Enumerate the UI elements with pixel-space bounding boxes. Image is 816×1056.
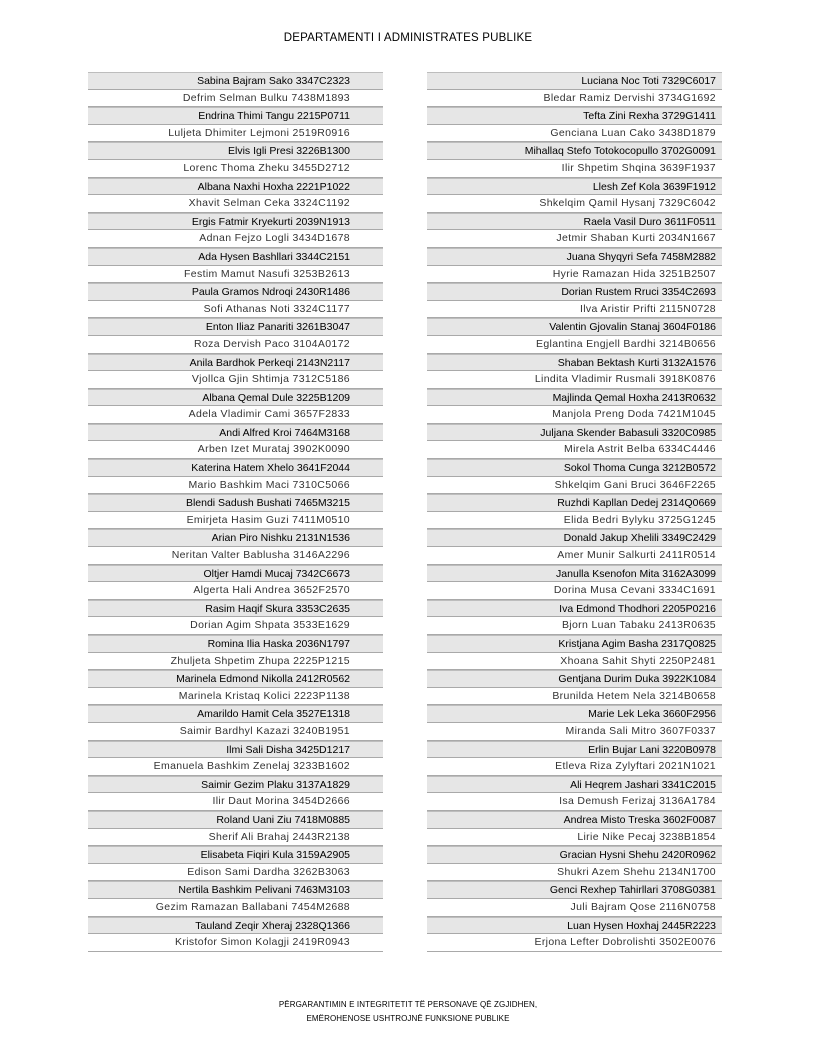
list-item: Genci Rexhep Tahirllari 3708G0381 <box>427 881 722 899</box>
right-name-list <box>427 72 722 952</box>
list-item: Donald Jakup Xhelili 3349C2429 <box>427 529 722 547</box>
list-item: Amer Munir Salkurti 2411R0514 <box>427 547 722 565</box>
list-item: Raela Vasil Duro 3611F0511 <box>427 213 722 231</box>
list-item: Andi Alfred Kroi 7464M3168 <box>88 424 383 442</box>
list-item: Marinela Kristaq Kolici 2223P1138 <box>88 688 383 706</box>
list-item: Andrea Misto Treska 3602F0087 <box>427 811 722 829</box>
list-item: Sabina Bajram Sako 3347C2323 <box>88 72 383 90</box>
list-item: Luljeta Dhimiter Lejmoni 2519R0916 <box>88 125 383 143</box>
list-item: Jetmir Shaban Kurti 2034N1667 <box>427 230 722 248</box>
list-item: Mirela Astrit Belba 6334C4446 <box>427 441 722 459</box>
list-item: Mario Bashkim Maci 7310C5066 <box>88 477 383 495</box>
list-item: Marinela Edmond Nikolla 2412R0562 <box>88 670 383 688</box>
list-item: Kristofor Simon Kolagji 2419R0943 <box>88 934 383 952</box>
footer-line-1: PËRGARANTIMIN E INTEGRITETIT TË PERSONAVE QË ZGJIDHEN, <box>278 1000 538 1009</box>
list-item: Erlin Bujar Lani 3220B0978 <box>427 741 722 759</box>
list-item: Emirjeta Hasim Guzi 7411M0510 <box>88 512 383 530</box>
list-item: Katerina Hatem Xhelo 3641F2044 <box>88 459 383 477</box>
list-item: Shkelqim Gani Bruci 3646F2265 <box>427 477 722 495</box>
list-item: Sherif Ali Brahaj 2443R2138 <box>88 829 383 847</box>
list-item: Sokol Thoma Cunga 3212B0572 <box>427 459 722 477</box>
list-item: Albana Naxhi Hoxha 2221P1022 <box>88 178 383 196</box>
list-item: Genciana Luan Cako 3438D1879 <box>427 125 722 143</box>
list-item: Bjorn Luan Tabaku 2413R0635 <box>427 617 722 635</box>
list-item: Luciana Noc Toti 7329C6017 <box>427 72 722 90</box>
list-item: Shaban Bektash Kurti 3132A1576 <box>427 354 722 372</box>
list-item: Arian Piro Nishku 2131N1536 <box>88 529 383 547</box>
list-item: Arben Izet Murataj 3902K0090 <box>88 441 383 459</box>
list-item: Valentin Gjovalin Stanaj 3604F0186 <box>427 318 722 336</box>
list-item: Neritan Valter Bablusha 3146A2296 <box>88 547 383 565</box>
list-item: Kristjana Agim Basha 2317Q0825 <box>427 635 722 653</box>
list-item: Etleva Riza Zylyftari 2021N1021 <box>427 758 722 776</box>
list-item: Luan Hysen Hoxhaj 2445R2223 <box>427 917 722 935</box>
list-item: Adela Vladimir Cami 3657F2833 <box>88 406 383 424</box>
list-item: Iva Edmond Thodhori 2205P0216 <box>427 600 722 618</box>
list-item: Marie Lek Leka 3660F2956 <box>427 705 722 723</box>
footer-line-2: EMËROHENOSE USHTROJNË FUNKSIONE PUBLIKE <box>306 1014 510 1023</box>
list-item: Hyrie Ramazan Hida 3251B2507 <box>427 266 722 284</box>
list-item: Eglantina Engjell Bardhi 3214B0656 <box>427 336 722 354</box>
list-item: Majlinda Qemal Hoxha 2413R0632 <box>427 389 722 407</box>
list-item: Miranda Sali Mitro 3607F0337 <box>427 723 722 741</box>
list-item: Juli Bajram Qose 2116N0758 <box>427 899 722 917</box>
list-item: Elida Bedri Bylyku 3725G1245 <box>427 512 722 530</box>
list-item: Roland Uani Ziu 7418M0885 <box>88 811 383 829</box>
list-item: Lorenc Thoma Zheku 3455D2712 <box>88 160 383 178</box>
list-item: Paula Gramos Ndroqi 2430R1486 <box>88 283 383 301</box>
list-item: Gracian Hysni Shehu 2420R0962 <box>427 846 722 864</box>
page-title: DEPARTAMENTI I ADMINISTRATES PUBLIKE <box>283 32 533 44</box>
list-item: Blendi Sadush Bushati 7465M3215 <box>88 494 383 512</box>
list-item: Festim Mamut Nasufi 3253B2613 <box>88 266 383 284</box>
list-item: Saimir Bardhyl Kazazi 3240B1951 <box>88 723 383 741</box>
list-item: Emanuela Bashkim Zenelaj 3233B1602 <box>88 758 383 776</box>
list-item: Ada Hysen Bashllari 3344C2151 <box>88 248 383 266</box>
list-item: Juljana Skender Babasuli 3320C0985 <box>427 424 722 442</box>
list-item: Tauland Zeqir Xheraj 2328Q1366 <box>88 917 383 935</box>
list-item: Llesh Zef Kola 3639F1912 <box>427 178 722 196</box>
list-item: Shkelqim Qamil Hysanj 7329C6042 <box>427 195 722 213</box>
list-item: Ilva Aristir Prifti 2115N0728 <box>427 301 722 319</box>
list-item: Erjona Lefter Dobrolishti 3502E0076 <box>427 934 722 952</box>
list-item: Isa Demush Ferizaj 3136A1784 <box>427 793 722 811</box>
list-item: Manjola Preng Doda 7421M1045 <box>427 406 722 424</box>
list-item: Ilir Shpetim Shqina 3639F1937 <box>427 160 722 178</box>
list-item: Enton Iliaz Panariti 3261B3047 <box>88 318 383 336</box>
list-item: Shukri Azem Shehu 2134N1700 <box>427 864 722 882</box>
list-item: Romina Ilia Haska 2036N1797 <box>88 635 383 653</box>
list-item: Saimir Gezim Plaku 3137A1829 <box>88 776 383 794</box>
list-item: Endrina Thimi Tangu 2215P0711 <box>88 107 383 125</box>
list-item: Dorian Rustem Rruci 3354C2693 <box>427 283 722 301</box>
list-item: Tefta Zini Rexha 3729G1411 <box>427 107 722 125</box>
list-item: Juana Shyqyri Sefa 7458M2882 <box>427 248 722 266</box>
list-item: Xhavit Selman Ceka 3324C1192 <box>88 195 383 213</box>
list-item: Ilmi Sali Disha 3425D1217 <box>88 741 383 759</box>
list-item: Adnan Fejzo Logli 3434D1678 <box>88 230 383 248</box>
list-item: Edison Sami Dardha 3262B3063 <box>88 864 383 882</box>
list-item: Dorian Agim Shpata 3533E1629 <box>88 617 383 635</box>
list-item: Lindita Vladimir Rusmali 3918K0876 <box>427 371 722 389</box>
list-item: Lirie Nike Pecaj 3238B1854 <box>427 829 722 847</box>
list-item: Brunilda Hetem Nela 3214B0658 <box>427 688 722 706</box>
list-item: Elisabeta Fiqiri Kula 3159A2905 <box>88 846 383 864</box>
list-item: Gentjana Durim Duka 3922K1084 <box>427 670 722 688</box>
list-item: Zhuljeta Shpetim Zhupa 2225P1215 <box>88 653 383 671</box>
list-item: Nertila Bashkim Pelivani 7463M3103 <box>88 881 383 899</box>
list-item: Anila Bardhok Perkeqi 2143N2117 <box>88 354 383 372</box>
list-item: Algerta Hali Andrea 3652F2570 <box>88 582 383 600</box>
list-item: Roza Dervish Paco 3104A0172 <box>88 336 383 354</box>
list-item: Ruzhdi Kapllan Dedej 2314Q0669 <box>427 494 722 512</box>
list-item: Janulla Ksenofon Mita 3162A3099 <box>427 565 722 583</box>
list-item: Bledar Ramiz Dervishi 3734G1692 <box>427 90 722 108</box>
list-item: Rasim Haqif Skura 3353C2635 <box>88 600 383 618</box>
list-item: Gezim Ramazan Ballabani 7454M2688 <box>88 899 383 917</box>
list-item: Elvis Igli Presi 3226B1300 <box>88 142 383 160</box>
list-item: Ergis Fatmir Kryekurti 2039N1913 <box>88 213 383 231</box>
list-item: Ali Heqrem Jashari 3341C2015 <box>427 776 722 794</box>
list-item: Oltjer Hamdi Mucaj 7342C6673 <box>88 565 383 583</box>
list-item: Xhoana Sahit Shyti 2250P2481 <box>427 653 722 671</box>
left-name-list <box>88 72 383 952</box>
list-item: Albana Qemal Dule 3225B1209 <box>88 389 383 407</box>
list-item: Vjollca Gjin Shtimja 7312C5186 <box>88 371 383 389</box>
list-item: Sofi Athanas Noti 3324C1177 <box>88 301 383 319</box>
list-item: Dorina Musa Cevani 3334C1691 <box>427 582 722 600</box>
list-item: Amarildo Hamit Cela 3527E1318 <box>88 705 383 723</box>
list-item: Defrim Selman Bulku 7438M1893 <box>88 90 383 108</box>
footer <box>0 998 816 1026</box>
list-item: Ilir Daut Morina 3454D2666 <box>88 793 383 811</box>
list-item: Mihallaq Stefo Totokocopullo 3702G0091 <box>427 142 722 160</box>
